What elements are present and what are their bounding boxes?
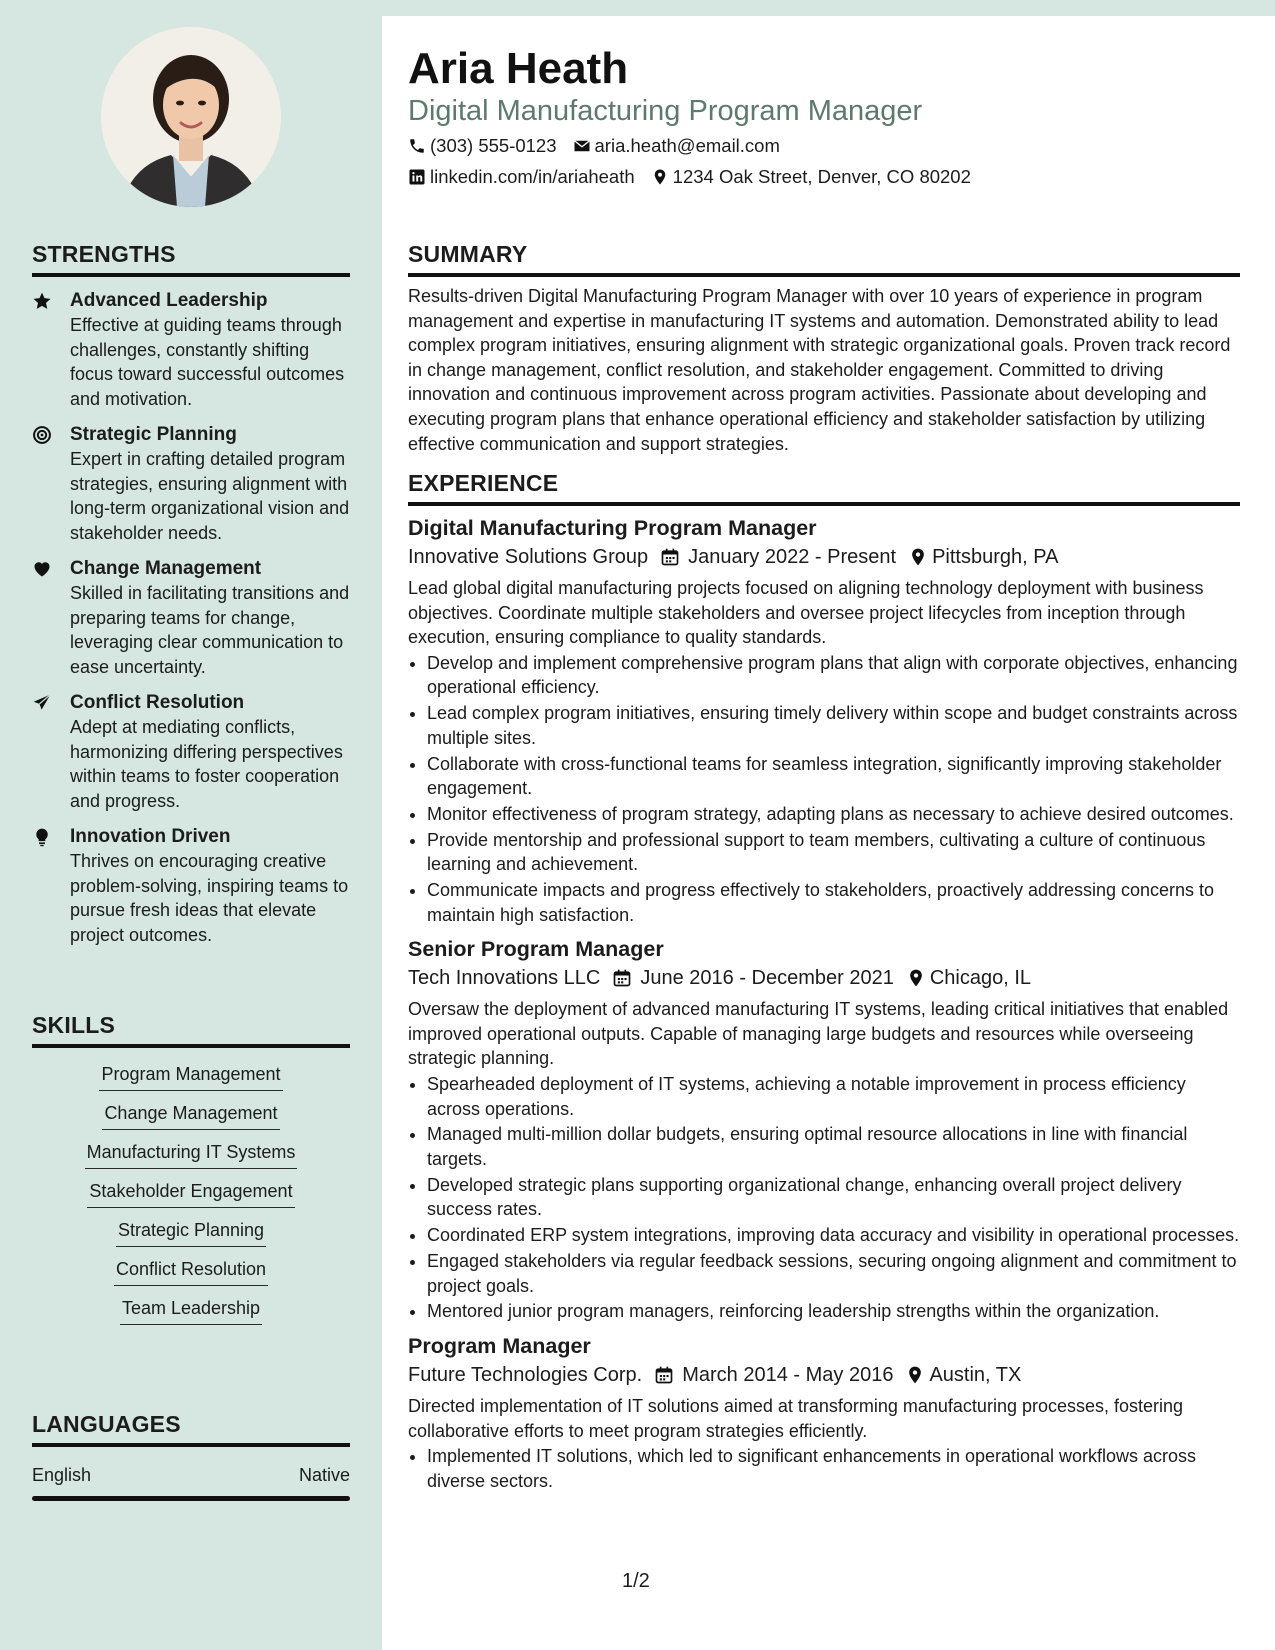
linkedin-text: linkedin.com/in/ariaheath <box>430 166 635 187</box>
skill-tag: Manufacturing IT Systems <box>85 1140 298 1169</box>
job-bullet: • Managed multi-million dollar budgets, ensuring optimal resource allocations in line with financial targets. <box>427 1122 1240 1171</box>
skill-tag: Change Management <box>102 1101 279 1130</box>
linkedin-icon <box>408 168 426 186</box>
job-company: Tech Innovations LLC <box>408 967 601 990</box>
skill-tag: Program Management <box>99 1062 282 1091</box>
page-number: 1/2 <box>622 1570 650 1592</box>
job-location: Pittsburgh, PA <box>932 546 1059 568</box>
candidate-role: Digital Manufacturing Program Manager <box>408 95 923 127</box>
strength-description: Adept at mediating conflicts, harmonizing differing perspectives within teams to foster cooperation and progress. <box>70 717 343 811</box>
job-entry <box>408 1332 1240 1493</box>
strength-item <box>32 557 350 679</box>
job-description: Oversaw the deployment of advanced manufacturing IT systems, leading critical initiatives that enabled improved operational outputs. Capable of managing large budgets and resources while overseeing strategic planning. <box>408 999 1229 1069</box>
skill-tag: Strategic Planning <box>116 1218 266 1247</box>
job-company: Future Technologies Corp. <box>408 1363 643 1386</box>
job-bullet: • Provide mentorship and professional support to team members, cultivating a culture of continuous learning and achievement. <box>427 828 1240 877</box>
summary-section <box>408 241 1240 456</box>
strength-description: Thrives on encouraging creative problem-solving, inspiring teams to pursue fresh ideas that elevate project outcomes. <box>70 851 349 945</box>
skill-tag: Team Leadership <box>120 1296 262 1325</box>
strength-description: Expert in crafting detailed program strategies, ensuring alignment with long-term organizational vision and stakeholder needs. <box>70 449 350 543</box>
job-meta <box>408 963 1240 993</box>
calendar-icon <box>654 1365 674 1385</box>
job-title: Program Manager <box>408 1333 591 1358</box>
language-level: Native <box>298 1465 350 1485</box>
job-entry <box>408 935 1240 1324</box>
email-text: aria.heath@email.com <box>594 135 780 156</box>
job-bullet: • Engaged stakeholders via regular feedback sessions, securing ongoing alignment and commitment to project goals. <box>427 1249 1240 1298</box>
job-entry <box>408 514 1240 927</box>
map-pin-icon <box>906 968 926 988</box>
calendar-icon <box>612 968 632 988</box>
map-pin-icon <box>651 168 669 186</box>
job-description: Lead global digital manufacturing projects focused on aligning technology deployment with business objectives. Coordinate multiple stakeholders and oversee project lifecycles from inception through execution, ensuring compliance to quality standards. <box>408 578 1204 648</box>
job-title: Digital Manufacturing Program Manager <box>408 516 817 540</box>
job-location: Austin, TX <box>929 1363 1022 1386</box>
strength-item <box>32 825 350 947</box>
email-contact[interactable] <box>573 133 780 159</box>
strength-item <box>32 423 350 545</box>
job-bullet: • Collaborate with cross-functional teams for seamless integration, significantly improving stakeholder engagement. <box>427 752 1240 801</box>
language-name: English <box>32 1465 92 1485</box>
experience-heading: EXPERIENCE <box>408 470 1240 506</box>
paper-plane-icon <box>32 691 70 813</box>
contact-row-2 <box>408 164 987 190</box>
skills-section <box>32 1012 350 1325</box>
experience-section <box>408 470 1240 1494</box>
job-dates: March 2014 - May 2016 <box>682 1363 894 1386</box>
phone-text: (303) 555-0123 <box>430 135 557 156</box>
job-bullet: • Develop and implement comprehensive program plans that align with corporate objectives, enhancing operational efficiency. <box>427 651 1240 700</box>
job-bullet-list <box>408 1072 1240 1324</box>
strength-title: Innovation Driven <box>70 826 231 847</box>
address-text: 1234 Oak Street, Denver, CO 80202 <box>672 166 971 187</box>
job-location: Chicago, IL <box>929 967 1032 990</box>
strength-title: Conflict Resolution <box>70 692 245 713</box>
map-pin-icon <box>908 547 928 567</box>
summary-heading: SUMMARY <box>408 241 1240 277</box>
strength-title: Change Management <box>70 558 262 579</box>
lightbulb-icon <box>32 825 70 947</box>
skill-tag: Stakeholder Engagement <box>87 1179 294 1208</box>
job-bullet: • Implemented IT solutions, which led to significant enhancements in operational workflows across diverse sectors. <box>427 1444 1240 1493</box>
star-icon <box>32 289 70 411</box>
job-bullet: • Monitor effectiveness of program strategy, adapting plans as necessary to achieve desired outcomes. <box>427 802 1240 827</box>
job-description: Directed implementation of IT solutions aimed at transforming manufacturing processes, fostering collaborative efforts to meet program strategies efficiently. <box>408 1395 1184 1441</box>
strength-title: Strategic Planning <box>70 424 237 445</box>
heart-icon <box>32 557 70 679</box>
job-bullet: • Developed strategic plans supporting organizational change, enhancing overall project delivery success rates. <box>427 1173 1240 1222</box>
skills-heading: SKILLS <box>32 1012 350 1048</box>
job-bullet: • Lead complex program initiatives, ensuring timely delivery within scope and budget constraints across multiple sites. <box>427 701 1240 750</box>
strength-item <box>32 289 350 411</box>
job-bullet: • Communicate impacts and progress effectively to stakeholders, proactively addressing concerns to maintain high satisfaction. <box>427 878 1240 927</box>
job-bullet-list <box>408 1444 1240 1493</box>
target-icon <box>32 423 70 545</box>
job-bullet: • Mentored junior program managers, reinforcing leadership strengths within the organization. <box>427 1299 1240 1324</box>
phone-contact <box>408 133 557 159</box>
summary-text: Results-driven Digital Manufacturing Program Manager with over 10 years of experience in program management and expertise in manufacturing IT systems and automation. Demonstrated ability to lead complex program initiatives, ensuring alignment with strategic organizational goals. Proven track record in change management, conflict resolution, and stakeholder engagement. Committed to driving innovation and continuous improvement across program activities. Passionate about developing and executing program plans that enhance operational efficiency and stakeholder satisfaction by utilizing effective communication and support strategies. <box>408 286 1231 454</box>
profile-photo <box>101 27 281 207</box>
map-pin-icon <box>905 1365 925 1385</box>
job-dates: June 2016 - December 2021 <box>640 967 894 990</box>
job-bullet: • Coordinated ERP system integrations, improving data accuracy and visibility in operational processes. <box>427 1223 1240 1248</box>
job-meta <box>408 542 1240 572</box>
language-level-bar <box>32 1496 350 1501</box>
job-company: Innovative Solutions Group <box>408 546 649 568</box>
skill-tag: Conflict Resolution <box>114 1257 268 1286</box>
contact-row-1 <box>408 133 796 159</box>
strength-item <box>32 691 350 813</box>
languages-section <box>32 1411 350 1501</box>
job-meta <box>408 1360 1240 1390</box>
strengths-heading: STRENGTHS <box>32 241 350 277</box>
language-row <box>32 1465 350 1486</box>
job-bullet-list <box>408 651 1240 927</box>
strength-description: Effective at guiding teams through challenges, constantly shifting focus toward successful outcomes and motivation. <box>70 315 345 409</box>
candidate-name: Aria Heath <box>408 44 629 93</box>
strengths-section <box>32 241 350 947</box>
languages-heading: LANGUAGES <box>32 1411 350 1447</box>
envelope-icon <box>573 137 591 155</box>
job-bullet: • Spearheaded deployment of IT systems, achieving a notable improvement in process efficiency across operations. <box>427 1072 1240 1121</box>
phone-icon <box>408 137 426 155</box>
strength-description: Skilled in facilitating transitions and preparing teams for change, leveraging clear communication to ease uncertainty. <box>70 583 350 677</box>
address-contact <box>651 164 971 190</box>
job-dates: January 2022 - Present <box>688 546 897 568</box>
linkedin-contact[interactable] <box>408 164 635 190</box>
strength-title: Advanced Leadership <box>70 290 268 311</box>
calendar-icon <box>660 547 680 567</box>
job-title: Senior Program Manager <box>408 937 664 962</box>
